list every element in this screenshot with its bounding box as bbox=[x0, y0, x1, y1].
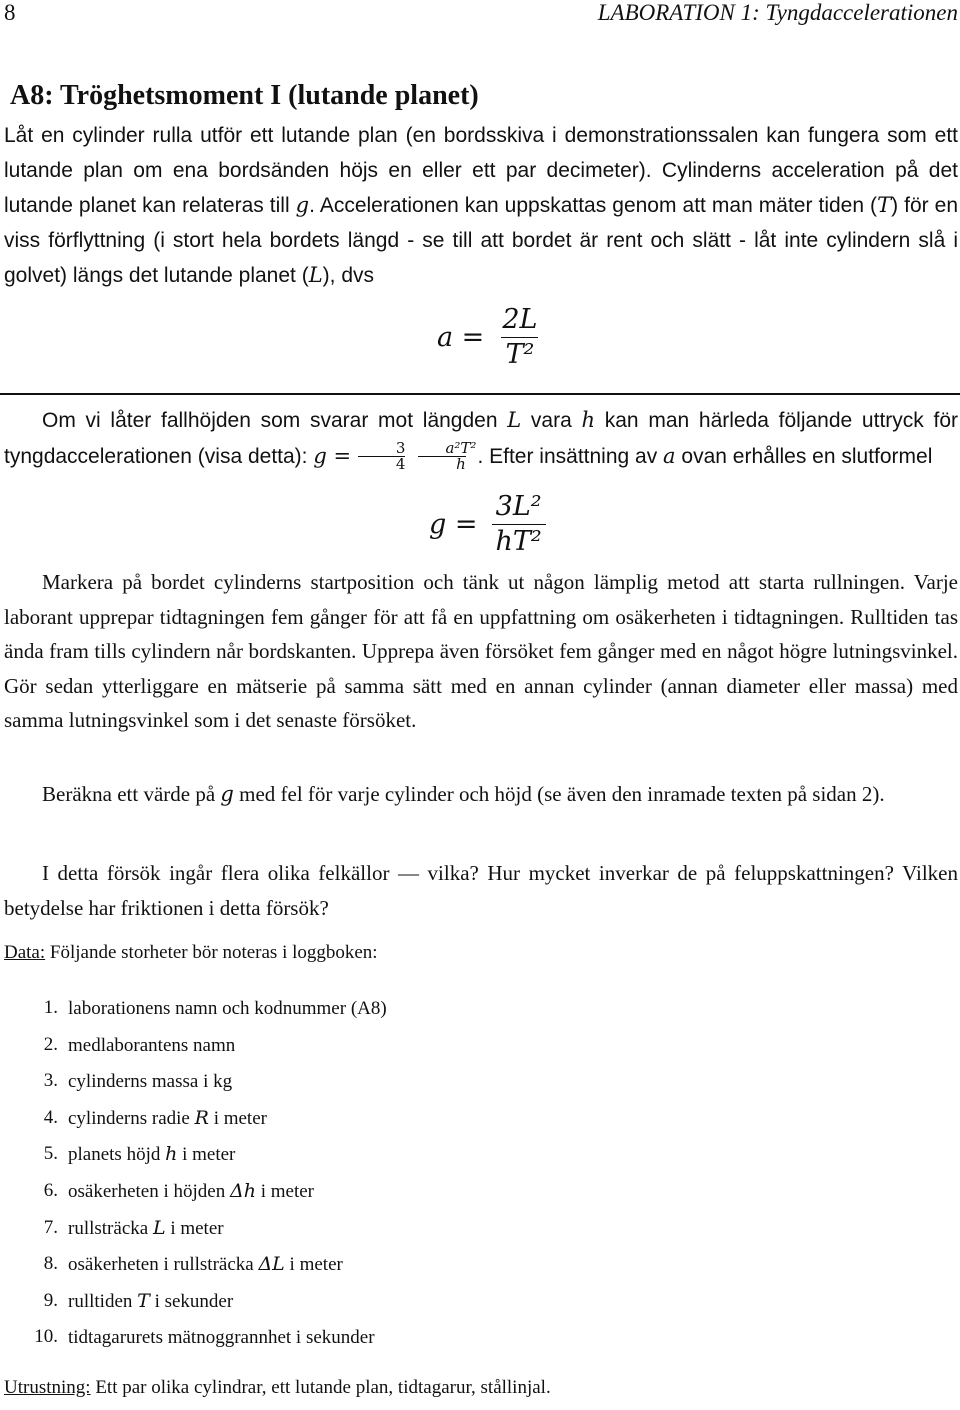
inline-fraction-numerator: a²T² bbox=[445, 439, 477, 458]
list-item-pre: cylinderns massa i kg bbox=[68, 1071, 233, 1093]
var-T: T bbox=[877, 193, 892, 217]
equipment-text: Ett par olika cylindrar, ett lutande plan, tidtagarur, stållinjal. bbox=[90, 1377, 551, 1398]
list-item-text bbox=[68, 1136, 235, 1174]
inline-fraction-variables bbox=[407, 441, 476, 472]
equation-gravity bbox=[429, 490, 546, 559]
list-item-post: i sekunder bbox=[149, 1290, 234, 1312]
paragraph-derivation bbox=[4, 403, 958, 474]
equation-acceleration bbox=[437, 303, 541, 372]
page-number: 8 bbox=[4, 0, 16, 25]
list-item-pre: medlaborantens namn bbox=[68, 1034, 236, 1056]
list-item-pre: osäkerheten i höjden bbox=[68, 1180, 230, 1202]
derivation-text-c: kan man härleda följande uttryck för tyngdaccelerationen (visa detta): bbox=[4, 409, 958, 468]
derivation-text-a: Om vi låter fallhöjden som svarar mot längden bbox=[42, 409, 508, 432]
paragraph-error-sources: I detta försök ingår flera olika felkällor — vilka? Hur mycket inverkar de på feluppskattningen? Vilken betydelse har friktionen i detta försök? bbox=[4, 861, 958, 920]
list-item-text bbox=[68, 1100, 267, 1138]
list-item-number: 5. bbox=[43, 1143, 58, 1165]
equation-lhs: g = bbox=[429, 509, 478, 540]
list-item-post: i meter bbox=[208, 1107, 267, 1129]
list-item-number: 1. bbox=[43, 997, 58, 1018]
list-item-pre: tidtagarurets mätnoggrannhet i sekunder bbox=[68, 1327, 375, 1349]
equation-denominator: hT² bbox=[492, 524, 546, 559]
list-item-pre: laborationens namn och kodnummer (A8) bbox=[68, 998, 387, 1019]
section-code: A8: bbox=[10, 80, 54, 111]
derivation-text-e: ovan erhålles en slutformel bbox=[675, 444, 933, 468]
equipment-label: Utrustning: bbox=[4, 1377, 91, 1398]
list-item-text bbox=[68, 1246, 343, 1284]
list-item-pre: rulltiden bbox=[68, 1290, 138, 1312]
equation-lhs: a = bbox=[437, 322, 485, 353]
list-item-post: i meter bbox=[284, 1254, 343, 1276]
var-g: g bbox=[220, 782, 234, 806]
data-text: Följande storheter bör noteras i loggboken: bbox=[45, 942, 378, 963]
intro-text-a: Låt en cylinder rulla utför ett lutande plan (en bordsskiva i demonstrationssalen kan fungera som ett lutande plan om ena bordsänden höjs en eller ett par decimeter). Cylinderns acceleration på det lutande planet kan relateras till bbox=[4, 124, 958, 217]
inline-fraction-numerator: 3 bbox=[395, 439, 406, 458]
var-a: a bbox=[663, 443, 676, 468]
inline-fraction-denominator: h bbox=[418, 456, 466, 472]
inline-fraction-constant bbox=[358, 441, 406, 472]
list-item-pre: rullsträcka bbox=[68, 1217, 153, 1239]
list-item-number: 3. bbox=[43, 1070, 58, 1092]
equipment-line bbox=[4, 1373, 551, 1403]
derivation-text-b: vara bbox=[521, 409, 582, 432]
list-item-var: h bbox=[165, 1143, 178, 1166]
list-item-text bbox=[68, 990, 387, 1028]
section-title bbox=[10, 80, 479, 112]
list-item-text bbox=[68, 1063, 232, 1101]
var-L: L bbox=[507, 408, 522, 432]
horizontal-rule bbox=[0, 393, 960, 395]
list-item-pre: osäkerheten i rullsträcka bbox=[68, 1254, 259, 1276]
list-item-number: 2. bbox=[43, 1033, 58, 1055]
paragraph-calculation bbox=[4, 777, 958, 812]
list-item-post: i meter bbox=[177, 1144, 236, 1166]
list-item-pre: cylinderns radie bbox=[68, 1107, 195, 1129]
running-head: LABORATION 1: Tyngdaccelerationen bbox=[597, 0, 958, 25]
list-item-var: Δh bbox=[229, 1179, 256, 1202]
paragraph-procedure: Markera på bordet cylinderns startposition och tänk ut någon lämplig metod att starta rullningen. Varje laborant upprepar tidtagningen fem gånger för att få en uppfattning om osäkerheten i tidtagningen. Rulltiden tas ända fram tills cylindern når bordskanten. Upprepa även försöket fem gånger med en något högre lutningsvinkel. Gör sedan ytterliggare en mätserie på samma sätt med en annan cylinder (annan diameter eller massa) med samma lutningsvinkel som i det senaste försöket. bbox=[4, 570, 958, 732]
list-item-number: 10. bbox=[34, 1326, 58, 1348]
section-title-text: Tröghetsmoment I (lutande planet) bbox=[60, 80, 479, 111]
var-g: g bbox=[295, 193, 310, 217]
list-item-number: 4. bbox=[43, 1106, 58, 1128]
var-L: L bbox=[308, 263, 323, 287]
intro-text-d: ), dvs bbox=[322, 264, 375, 287]
list-item-text bbox=[68, 1283, 233, 1321]
list-item-number: 6. bbox=[43, 1179, 58, 1201]
inline-fraction-denominator: 4 bbox=[358, 456, 406, 472]
derivation-text-d: . Efter insättning av bbox=[477, 444, 664, 468]
data-heading bbox=[4, 938, 378, 968]
list-item-post: i meter bbox=[255, 1180, 314, 1202]
var-h: h bbox=[581, 408, 596, 432]
list-item-number: 8. bbox=[43, 1253, 58, 1275]
list-item-text bbox=[68, 1027, 235, 1065]
intro-text-c: ) för en viss förflyttning (i stort hela bordets längd - se till att bordet är rent och slätt - låt inte cylindern slå i golvet) längs det lutande planet ( bbox=[4, 194, 958, 287]
list-item-number: 9. bbox=[43, 1289, 58, 1311]
paragraph-intro bbox=[4, 119, 958, 294]
equation-numerator: 2L bbox=[502, 304, 538, 335]
list-item-number: 7. bbox=[43, 1216, 58, 1238]
list-item-text bbox=[68, 1210, 224, 1248]
inline-equation-lhs: g = bbox=[313, 443, 352, 468]
list-item-post: i meter bbox=[165, 1217, 224, 1239]
equation-numerator: 3L² bbox=[495, 491, 542, 522]
list-item-text bbox=[68, 1319, 375, 1357]
list-item-var: ΔL bbox=[258, 1253, 285, 1276]
list-item-text bbox=[68, 1173, 314, 1211]
equation-fraction bbox=[498, 303, 541, 372]
list-item-var: R bbox=[194, 1106, 209, 1129]
equation-fraction bbox=[492, 490, 546, 559]
list-item-var: T bbox=[137, 1289, 150, 1312]
calculation-text-a: Beräkna ett värde på bbox=[42, 782, 221, 806]
list-item-var: L bbox=[152, 1216, 166, 1239]
equation-denominator: T² bbox=[501, 337, 538, 372]
list-item-pre: planets höjd bbox=[68, 1144, 166, 1166]
data-label: Data: bbox=[4, 942, 46, 963]
intro-text-b: . Accelerationen kan uppskattas genom att man mäter tiden ( bbox=[309, 194, 878, 217]
calculation-text-b: med fel för varje cylinder och höjd (se även den inramade texten på sidan 2). bbox=[233, 782, 885, 806]
